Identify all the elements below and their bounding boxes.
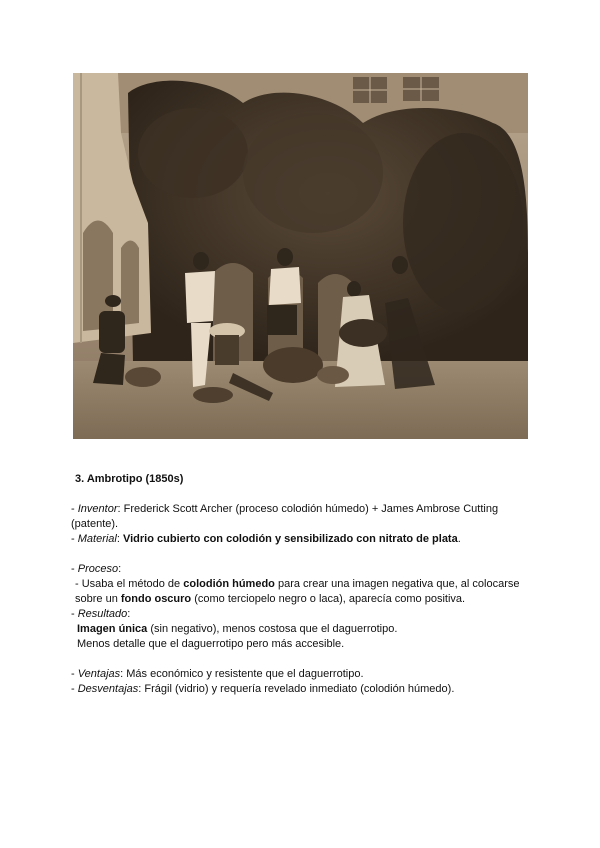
proceso-part-2: para crear una imagen negativa que, al colocarse sobre un [75,578,520,605]
proceso-label: Proceso [77,563,119,575]
inventor-label: Inventor [77,503,118,515]
inventor-line: - Inventor: Frederick Scott Archer (proceso colodión húmedo) + James Ambrose Cutting (patente). [71,503,499,530]
proceso-description [71,577,541,607]
inventor-text: Frederick Scott Archer (proceso colodión húmedo) + James Ambrose Cutting (patente). [71,503,499,530]
document-text [71,472,541,697]
desventajas-line: - Desventajas: Frágil (vidrio) y requería revelado inmediato (colodión húmedo). [71,683,455,695]
resultado-line: - Resultado: [71,608,131,620]
proceso-line: - Proceso: [71,563,122,575]
desventajas-label: Desventajas [77,683,139,695]
resultado-line-2: Menos detalle que el daguerrotipo pero más accesible. [77,638,345,650]
historical-photograph [73,73,528,439]
ventajas-line: - Ventajas: Más económico y resistente que el daguerrotipo. [71,668,364,680]
material-label: Material [77,533,117,545]
desventajas-text: Frágil (vidrio) y requería revelado inmediato (colodión húmedo). [141,683,455,695]
proceso-part-3: (como terciopelo negro o laca), aparecía como positiva. [191,593,466,605]
resultado-line-1 [71,622,541,637]
proceso-bold-1: colodión húmedo [183,578,275,590]
ventajas-text: Más económico y resistente que el daguerrotipo. [123,668,364,680]
ventajas-label: Ventajas [77,668,121,680]
section-title: 3. Ambrotipo (1850s) [75,473,184,485]
resultado-text-1: (sin negativo), menos costosa que el daguerrotipo. [147,623,398,635]
resultado-bold: Imagen única [77,623,148,635]
resultado-label: Resultado [77,608,128,620]
material-line: - Material: Vidrio cubierto con colodión y sensibilizado con nitrato de plata. [71,533,461,545]
proceso-bold-2: fondo oscuro [120,593,192,605]
proceso-part-1: - Usaba el método de [75,578,184,590]
material-text: Vidrio cubierto con colodión y sensibilizado con nitrato de plata [122,533,458,545]
